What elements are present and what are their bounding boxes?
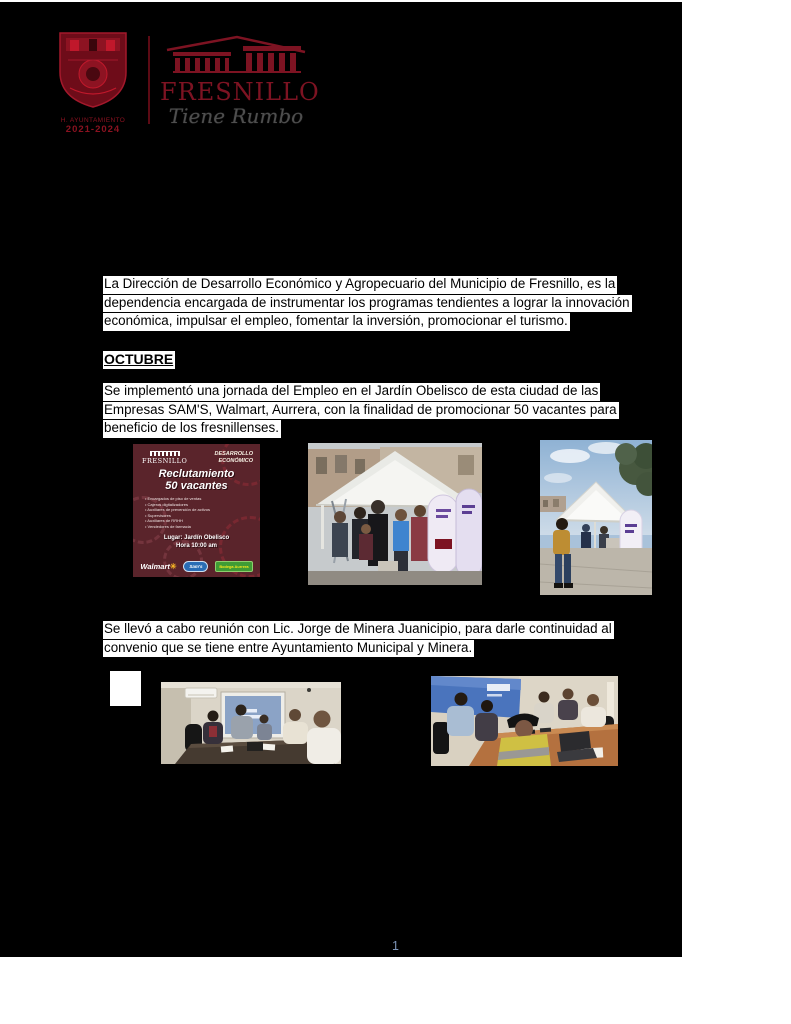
- plaza-tent-photo: [540, 440, 652, 595]
- walmart-logo: Walmart✳: [140, 562, 177, 571]
- jornada-line: beneficio de los fresnillenses.: [103, 420, 281, 438]
- coat-of-arms-icon: [56, 30, 130, 110]
- flyer-vacancy: • Encargados de piso de ventas: [145, 496, 260, 502]
- brand-tagline: Tiene Rumbo: [168, 104, 304, 128]
- flyer-dept-line: DESARROLLO: [214, 451, 253, 457]
- page-number: 1: [392, 939, 399, 953]
- reunion-line: Se llevó a cabo reunión con Lic. Jorge de Minera Juanicipio, para darle continuidad al: [103, 621, 614, 639]
- reunion-paragraph: [103, 621, 614, 658]
- logo-divider: [148, 36, 150, 124]
- banner-stands: [428, 489, 482, 577]
- jornada-line: Se implementó una jornada del Empleo en el Jardín Obelisco de esta ciudad de las: [103, 383, 600, 401]
- flyer-time: Hora 10:00 am: [175, 542, 218, 549]
- flyer-place-time: [133, 534, 260, 550]
- projection-screen: [431, 676, 521, 718]
- fresnillo-brand-block: [160, 34, 320, 128]
- flyer-dept-line: ECONÓMICO: [218, 457, 253, 464]
- section-title: OCTUBRE: [104, 351, 174, 367]
- meeting-photo-right: [431, 676, 618, 766]
- crest-term: 2021-2024: [65, 124, 121, 135]
- flyer-place: Lugar: Jardín Obelisco: [163, 534, 230, 541]
- flyer-building-icon: [150, 451, 180, 456]
- brand-name: FRESNILLO: [160, 78, 320, 106]
- flyer-vacancies-list: [133, 496, 260, 530]
- intro-line: dependencia encargada de instrumentar los programas tendientes a lograr la innovación: [103, 295, 632, 313]
- flyer-company-logos: [133, 561, 260, 572]
- aurrera-logo: Bodega Aurrera: [215, 561, 252, 572]
- intro-line: La Dirección de Desarrollo Económico y Agropecuario del Municipio de Fresnillo, es la: [103, 276, 617, 294]
- flyer-title-line: 50 vacantes: [165, 480, 228, 492]
- jornada-line: Empresas SAM'S, Walmart, Aurrera, con la finalidad de promocionar 50 vacantes para: [103, 402, 619, 420]
- flyer-department: [215, 451, 254, 465]
- intro-line: económica, impulsar el empleo, fomentar la inversión, promocionar el turismo.: [103, 313, 570, 331]
- sams-logo: Sam's: [183, 561, 208, 572]
- meeting-photo-left: [161, 682, 341, 764]
- building-icon: [165, 34, 307, 74]
- flyer-vacancy: • Auxiliares de RRHH: [145, 518, 260, 524]
- walmart-spark-icon: ✳: [169, 562, 177, 571]
- intro-paragraph: [103, 276, 632, 332]
- flyer-vacancy: • Supervisores: [145, 513, 260, 519]
- flyer-vacancy: • Auxiliares de prevención de activos: [145, 507, 260, 513]
- flyer-title: [133, 468, 260, 492]
- recruitment-flyer-photo: [133, 444, 260, 577]
- blank-placeholder-square: [110, 671, 141, 706]
- reunion-line: convenio que se tiene entre Ayuntamiento Municipal y Minera.: [103, 640, 474, 658]
- crest-caption: H. AYUNTAMIENTO: [60, 117, 126, 124]
- flyer-brand-logo: [142, 451, 187, 465]
- municipal-crest-block: [48, 30, 138, 135]
- flyer-title-line: Reclutamiento: [158, 468, 235, 480]
- flyer-vacancy: • Vendedores de farmacia: [145, 524, 260, 530]
- job-fair-crowd-photo: [308, 443, 482, 585]
- jornada-paragraph: [103, 383, 619, 439]
- section-title-block: [103, 351, 175, 370]
- flyer-vacancy: • Cajeros digitalizadores: [145, 502, 260, 508]
- flyer-brand-name: FRESNILLO: [142, 457, 188, 465]
